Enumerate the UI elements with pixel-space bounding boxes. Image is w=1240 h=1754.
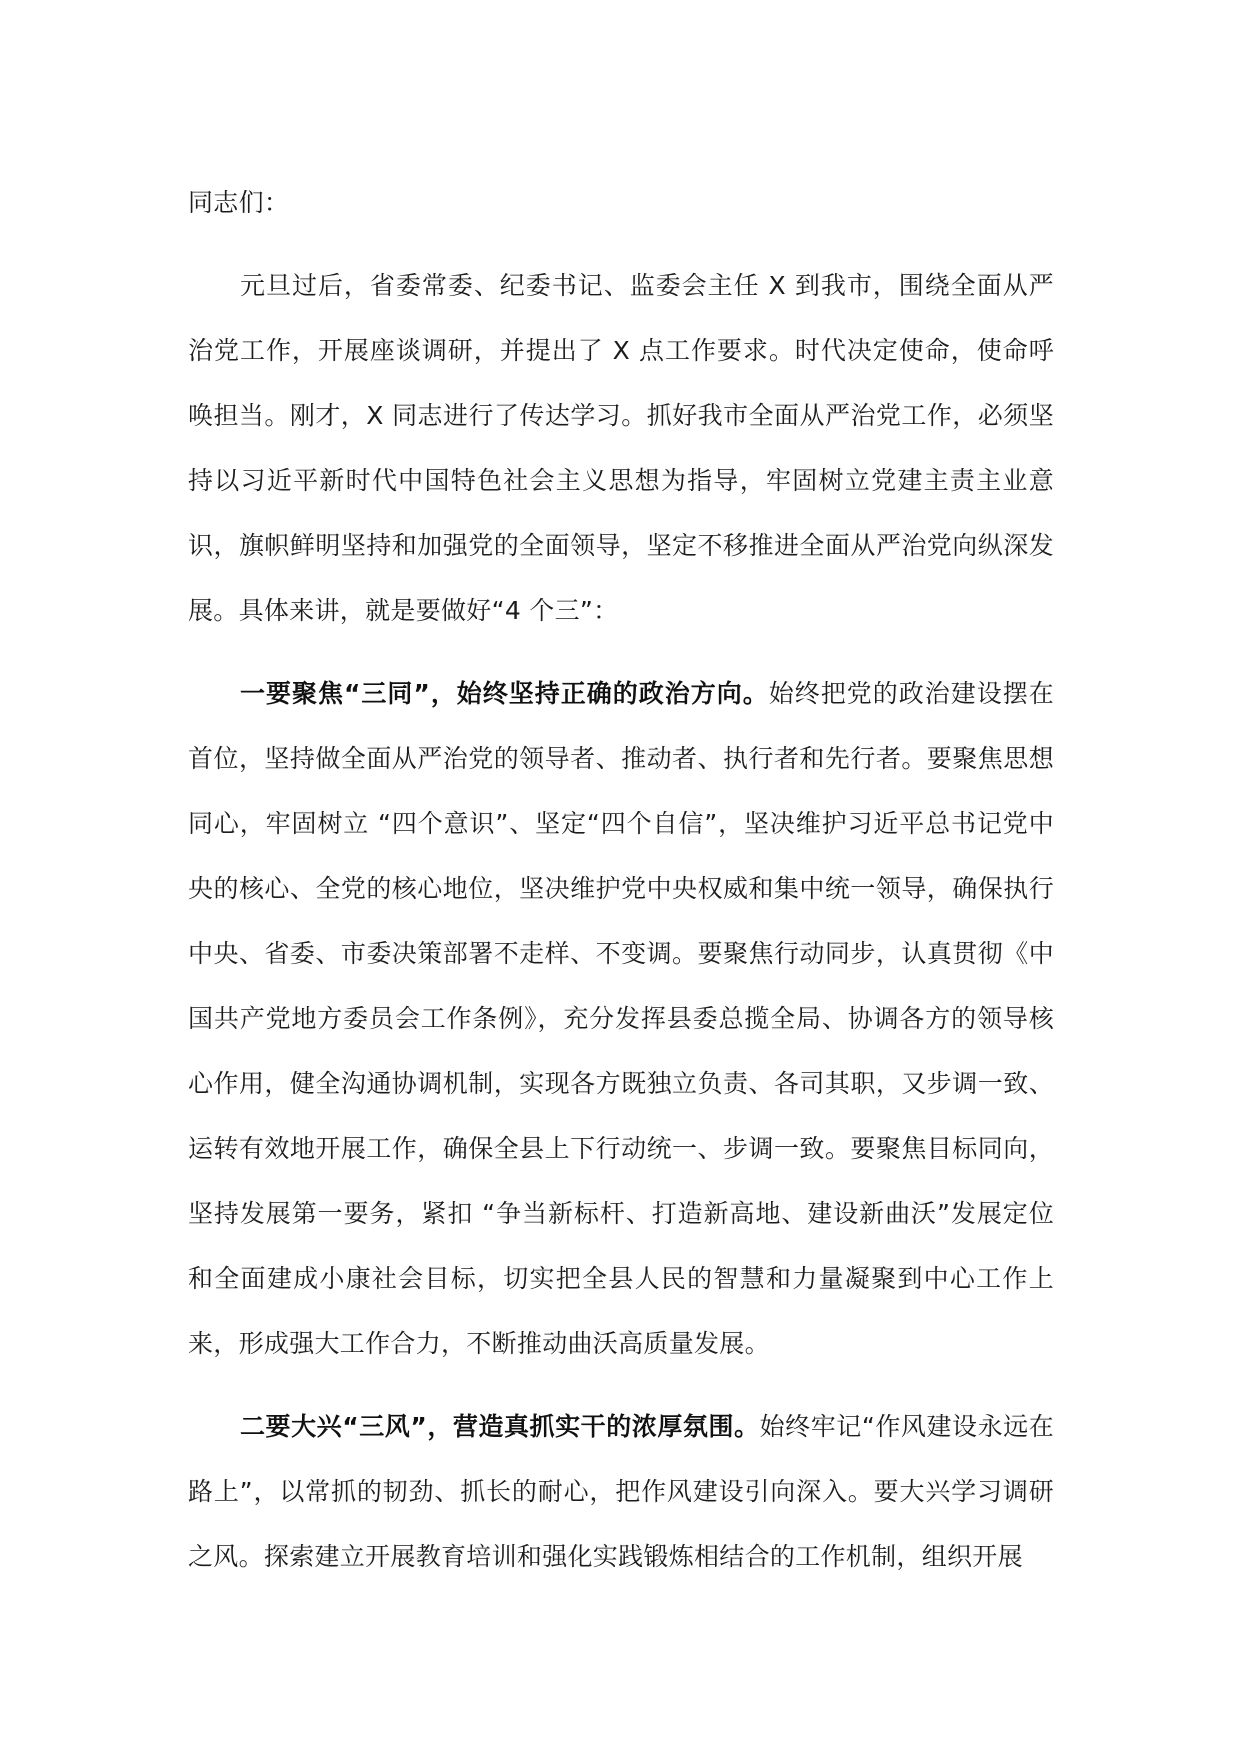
document-body	[188, 170, 1054, 1607]
paragraph-body: 元旦过后，省委常委、纪委书记、监委会主任 X 到我市，围绕全面从严治党工作，开展座谈调研，并提出了 X 点工作要求。时代决定使命，使命呼唤担当。刚才，X 同志进行了传达学习。抓好我市全面从严治党工作，必须坚持以习近平新时代中国特色社会主义思想为指导，牢固树立党建主责主业意识，旗帜鲜明坚持和加强党的全面领导，坚定不移推进全面从严治党向纵深发展。具体来讲，就是要做好“4 个三”：	[188, 271, 1054, 625]
salutation: 同志们：	[188, 188, 290, 217]
paragraph-body: 始终把党的政治建设摆在首位，坚持做全面从严治党的领导者、推动者、执行者和先行者。要聚焦思想同心，牢固树立 “四个意识”、坚定“四个自信”，坚决维护习近平总书记党中央的核心、全党的核心地位，坚决维护党中央权威和集中统一领导，确保执行中央、省委、市委决策部署不走样、不变调。要聚焦行动同步，认真贯彻《中国共产党地方委员会工作条例》，充分发挥县委总揽全局、协调各方的领导核心作用，健全沟通协调机制，实现各方既独立负责、各司其职，又步调一致、运转有效地开展工作，确保全县上下行动统一、步调一致。要聚焦目标同向，坚持发展第一要务，紧扣 “争当新标杆、打造新高地、建设新曲沃”发展定位和全面建成小康社会目标，切实把全县人民的智慧和力量凝聚到中心工作上来，形成强大工作合力，不断推动曲沃高质量发展。	[188, 679, 1054, 1358]
paragraph-intro	[188, 253, 1054, 643]
paragraph-body: 始终牢记“作风建设永远在路上”，以常抓的韧劲、抓长的耐心，把作风建设引向深入。要大兴学习调研之风。探索建立开展教育培训和强化实践锻炼相结合的工作机制，组织开展	[188, 1412, 1054, 1571]
paragraph-point-two	[188, 1394, 1054, 1589]
paragraph-point-one	[188, 661, 1054, 1376]
paragraph-heading: 二要大兴“三风”，营造真抓实干的浓厚氛围。	[240, 1412, 760, 1441]
paragraph-heading: 一要聚焦“三同”，始终坚持正确的政治方向。	[240, 679, 769, 708]
